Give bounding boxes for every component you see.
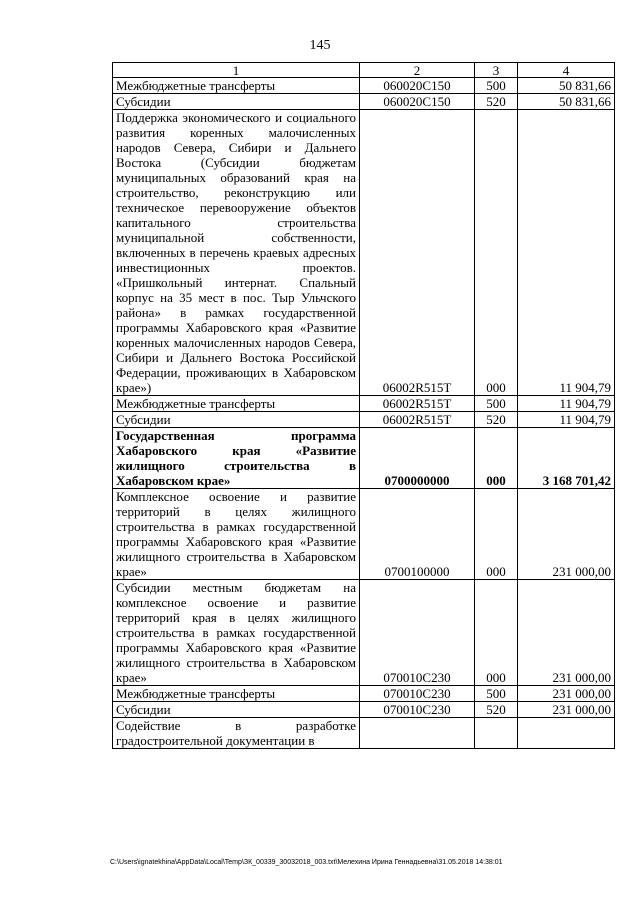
row-sum-cell: 231 000,00 [518,702,615,718]
table-header-row [113,63,615,78]
table-row [113,702,615,718]
row-type-cell: 000 [475,110,518,396]
table-row [113,428,615,489]
row-type-cell: 520 [475,412,518,428]
table-row [113,686,615,702]
header-cell-type: 3 [475,63,518,78]
row-type-cell: 520 [475,94,518,110]
row-type-cell: 520 [475,702,518,718]
row-sum-cell: 11 904,79 [518,110,615,396]
row-code-cell: 06002R515Т [360,396,475,412]
row-sum-cell: 11 904,79 [518,412,615,428]
row-sum-cell: 11 904,79 [518,396,615,412]
header-cell-code: 2 [360,63,475,78]
table-row [113,489,615,580]
row-type-cell: 500 [475,396,518,412]
row-sum-cell: 231 000,00 [518,580,615,686]
row-name-cell: Межбюджетные трансферты [113,396,360,412]
row-code-cell: 0700100000 [360,489,475,580]
row-type-cell: 000 [475,428,518,489]
row-name-cell: Поддержка экономического и социального развития коренных малочисленных народов Севера, Сибири и Дальнего Востока (Субсидии бюджетам муниципальных образований края на строительство, реконструкцию или техническое перевооружение объектов капитального строительства муниципальной собственности, включенных в перечень краевых адресных инвестиционных проектов. «Пришкольный интернат. Спальный корпус на 35 мест в пос. Тыр Ульчского района» в рамках государственной программы Хабаровского края «Развитие коренных малочисленных народов Севера, Сибири и Дальнего Востока Российской Федерации, проживающих в Хабаровском крае») [113,110,360,396]
row-sum-cell [518,718,615,749]
row-type-cell: 000 [475,489,518,580]
table-row [113,412,615,428]
row-type-cell: 000 [475,580,518,686]
row-sum-cell: 231 000,00 [518,686,615,702]
table-row [113,580,615,686]
row-code-cell: 070010С230 [360,686,475,702]
row-type-cell [475,718,518,749]
table-row [113,110,615,396]
row-code-cell: 06002R515Т [360,412,475,428]
table-row [113,94,615,110]
row-sum-cell: 50 831,66 [518,94,615,110]
row-name-cell: Субсидии [113,412,360,428]
row-name-cell: Содействие в разработке градостроительной документации в [113,718,360,749]
row-name-cell: Государственная программа Хабаровского края «Развитие жилищного строительства в Хабаровском крае» [113,428,360,489]
row-code-cell: 070010С230 [360,580,475,686]
table-row [113,718,615,749]
row-sum-cell: 231 000,00 [518,489,615,580]
row-code-cell: 070010С230 [360,702,475,718]
row-type-cell: 500 [475,686,518,702]
table-row [113,396,615,412]
row-code-cell: 060020С150 [360,94,475,110]
row-sum-cell: 50 831,66 [518,78,615,94]
row-code-cell: 06002R515Т [360,110,475,396]
page-number: 145 [309,38,331,53]
row-name-cell: Субсидии местным бюджетам на комплексное освоение и развитие территорий края в целях жилищного строительства в рамках государственной программы Хабаровского края «Развитие жилищного строительства в Хабаровском крае» [113,580,360,686]
row-name-cell: Субсидии [113,702,360,718]
row-code-cell: 0700000000 [360,428,475,489]
row-name-cell: Межбюджетные трансферты [113,78,360,94]
row-name-cell: Межбюджетные трансферты [113,686,360,702]
table-row [113,78,615,94]
header-cell-name: 1 [113,63,360,78]
header-cell-sum: 4 [518,63,615,78]
row-code-cell: 060020С150 [360,78,475,94]
row-sum-cell: 3 168 701,42 [518,428,615,489]
row-name-cell: Комплексное освоение и развитие территорий в целях жилищного строительства в рамках государственной программы Хабаровского края «Развитие жилищного строительства в Хабаровском крае» [113,489,360,580]
row-code-cell [360,718,475,749]
row-name-cell: Субсидии [113,94,360,110]
budget-table [112,62,615,749]
row-type-cell: 500 [475,78,518,94]
file-path-footer: C:\Users\ignatekhina\AppData\Local\Temp\ЗК_00339_30032018_003.txt\Мелехина Ирина Геннадьевна\31.05.2018 14:38:01 [110,859,503,866]
